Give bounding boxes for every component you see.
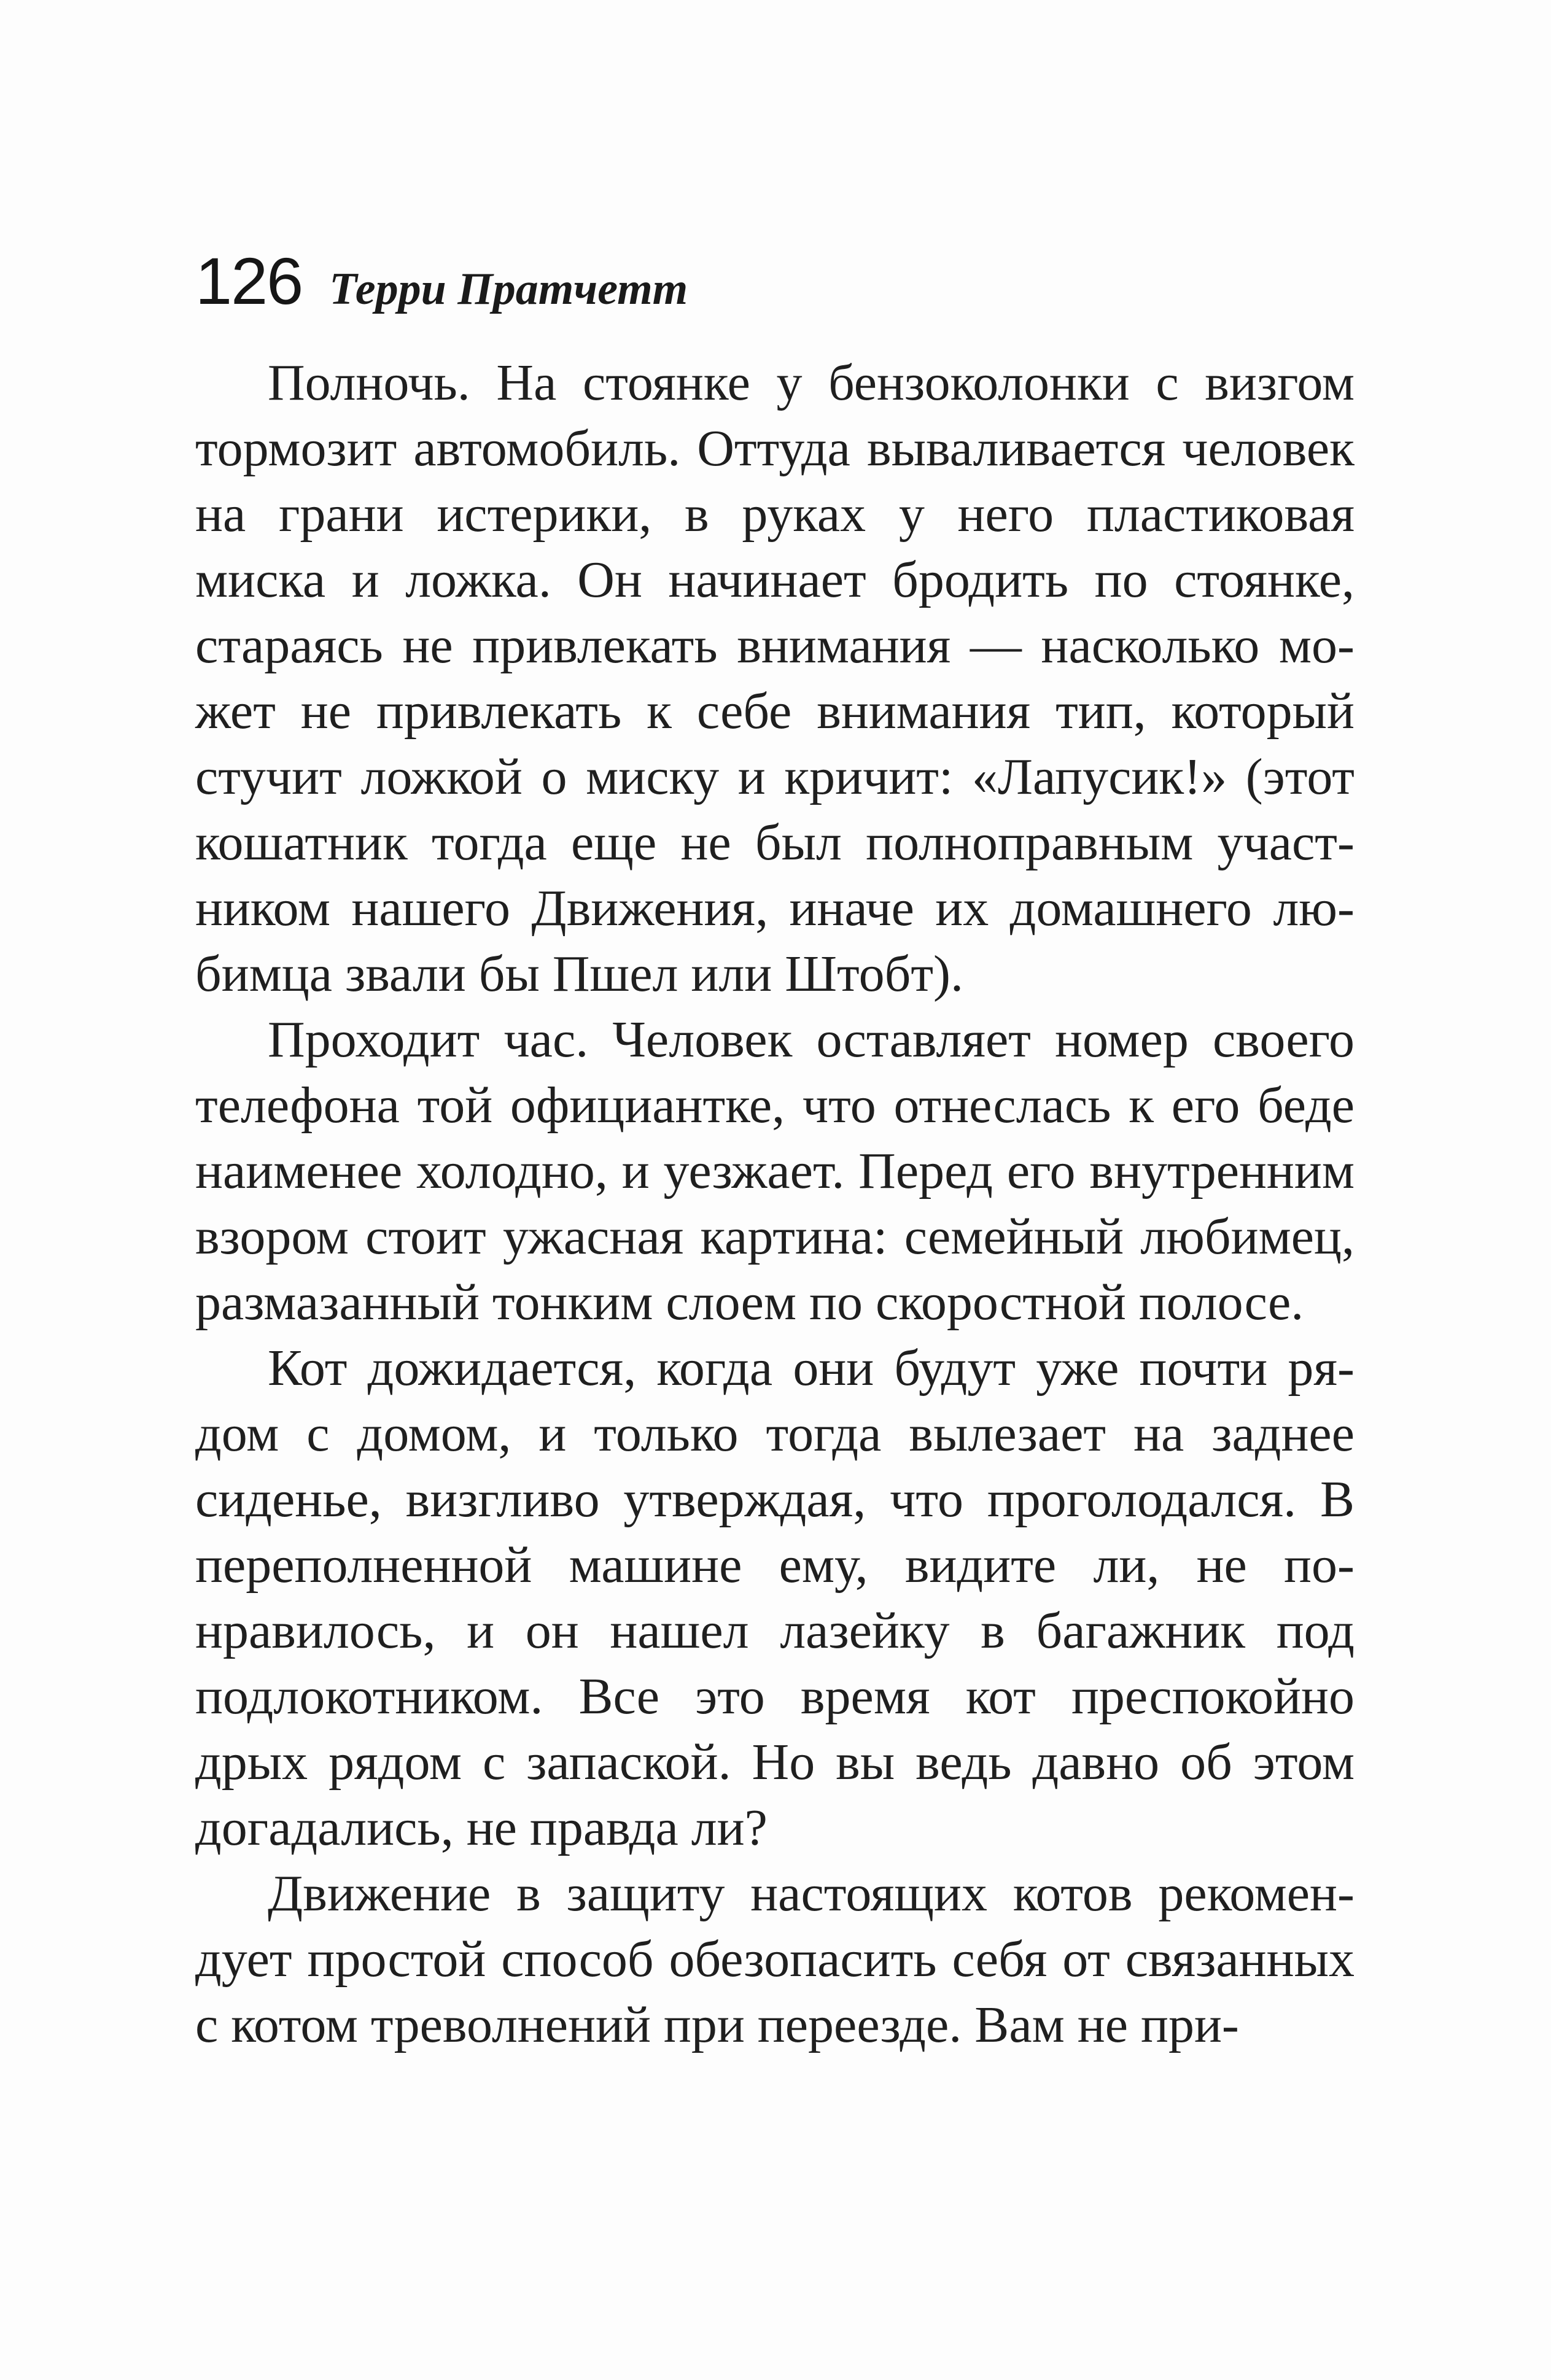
page-number: 126: [195, 244, 303, 318]
paragraph-1: Полночь. На стоянке у бензоколонки с визгом тормозит автомобиль. Оттуда вываливается человек на грани истерики, в руках у него пластиковая миска и ложка. Он начинает бродить по стоянке, стараясь не привлекать внимания — насколько может не привлекать к себе внимания тип, который стучит ложкой о миску и кричит: «Лапусик!» (этот кошатник тогда еще не был полноправным участником нашего Движения, иначе их домашнего любимца звали бы Пшел или Штобт).: [195, 354, 1355, 1002]
book-author: Терри Пратчетт: [329, 264, 688, 314]
paragraph-3: Кот дожидается, когда они будут уже почти рядом с домом, и только тогда вылезает на заднее сиденье, визгливо утверждая, что проголодался. В переполненной машине ему, видите ли, не понравилось, и он нашел лазейку в багажник под подлокотником. Все это время кот преспокойно дрых рядом с запаской. Но вы ведь давно об этом догадались, не правда ли?: [195, 1339, 1355, 1856]
body-text: [195, 350, 1355, 2058]
paragraph-2: Проходит час. Человек оставляет номер своего телефона той официантке, что отнеслась к его беде наименее холодно, и уезжает. Перед его внутренним взором стоит ужасная картина: семейный любимец, размазанный тонким слоем по скоростной полосе.: [195, 1011, 1355, 1331]
running-head: [195, 242, 688, 322]
paragraph-4: Движение в защиту настоящих котов рекомендует простой способ обезопасить себя от связанных с котом треволнений при переезде. Вам не при-: [195, 1865, 1355, 2053]
